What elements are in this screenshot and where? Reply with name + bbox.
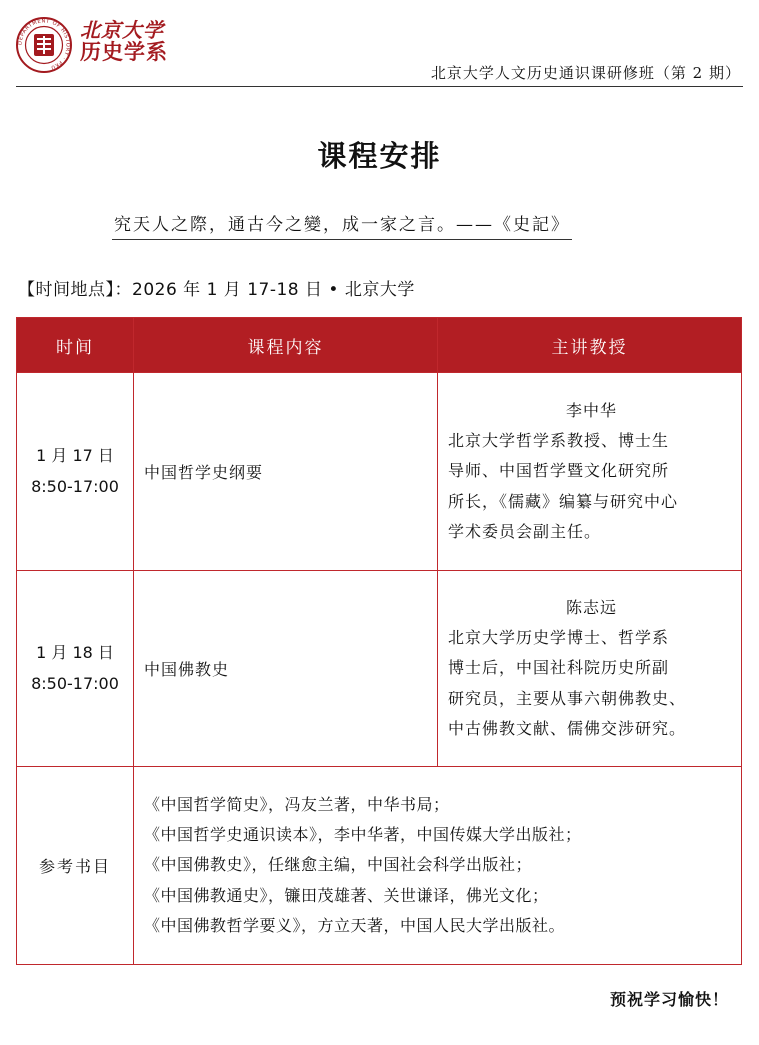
ref-item: 《中国哲学简史》，冯友兰著，中华书局； (144, 794, 450, 814)
table-row (17, 767, 742, 965)
hours: 8:50-17:00 (31, 673, 119, 693)
quote: 究天人之際，通古今之變，成一家之言。——《史記》 (112, 210, 572, 240)
header-time: 时间 (17, 318, 134, 373)
professor-name: 陈志远 (565, 597, 617, 617)
time-cell (17, 571, 134, 767)
table-row (17, 571, 742, 767)
page-title: 课程安排 (317, 139, 442, 173)
professor-cell (438, 571, 742, 767)
table-header-row (17, 318, 742, 373)
bio-line: 北京大学哲学系教授、博士生 (448, 430, 670, 450)
date: 1 月 17 日 (36, 446, 114, 466)
hours: 8:50-17:00 (31, 476, 119, 496)
table-row (17, 373, 742, 571)
time-cell (17, 373, 134, 571)
bio-line: 北京大学历史学博士、哲学系 (448, 627, 670, 647)
header-divider (16, 86, 743, 87)
logo-line1: 北京大学 (80, 18, 164, 42)
bio-line: 学术委员会副主任。 (448, 522, 602, 542)
date: 1 月 18 日 (36, 643, 114, 663)
bio-line: 研究员，主要从事六朝佛教史、 (448, 688, 687, 708)
logo-wordmark (80, 20, 168, 63)
professor-name: 李中华 (565, 400, 617, 420)
refs-cell (134, 767, 742, 965)
bio-line: 导师、中国哲学暨文化研究所 (448, 461, 670, 481)
ref-item: 《中国佛教哲学要义》，方立天著，中国人民大学出版社。 (144, 916, 566, 936)
ref-item: 《中国佛教史》，任继愈主编，中国社会科学出版社； (144, 855, 533, 875)
professor-cell (438, 373, 742, 571)
bio-line: 所长，《儒藏》编纂与研究中心 (448, 491, 679, 511)
time-place: 【时间地点】：2026 年 1 月 17-18 日 • 北京大学 (18, 280, 415, 300)
header-professor: 主讲教授 (438, 318, 742, 373)
header-course: 课程内容 (134, 318, 438, 373)
course-cell: 中国佛教史 (134, 571, 438, 767)
schedule-table (16, 317, 742, 965)
ref-item: 《中国佛教通史》，镰田茂雄著、关世谦译，佛光文化； (144, 885, 549, 905)
logo-ring-text: DEPARTMENT OF HISTORY · PKU (17, 18, 71, 71)
bio-line: 中古佛教文献、儒佛交涉研究。 (448, 719, 687, 739)
refs-label: 参考书目 (17, 767, 134, 965)
logo-line2: 历史学系 (80, 40, 168, 64)
header-title: 北京大学人文历史通识课研修班（第 2 期） (430, 64, 741, 82)
bio-line: 博士后，中国社科院历史所副 (448, 658, 670, 678)
pku-history-logo (16, 17, 72, 73)
ref-item: 《中国哲学史通识读本》，李中华著，中国传媒大学出版社； (144, 824, 582, 844)
course-cell: 中国哲学史纲要 (134, 373, 438, 571)
footer-wish: 预祝学习愉快！ (609, 990, 729, 1009)
